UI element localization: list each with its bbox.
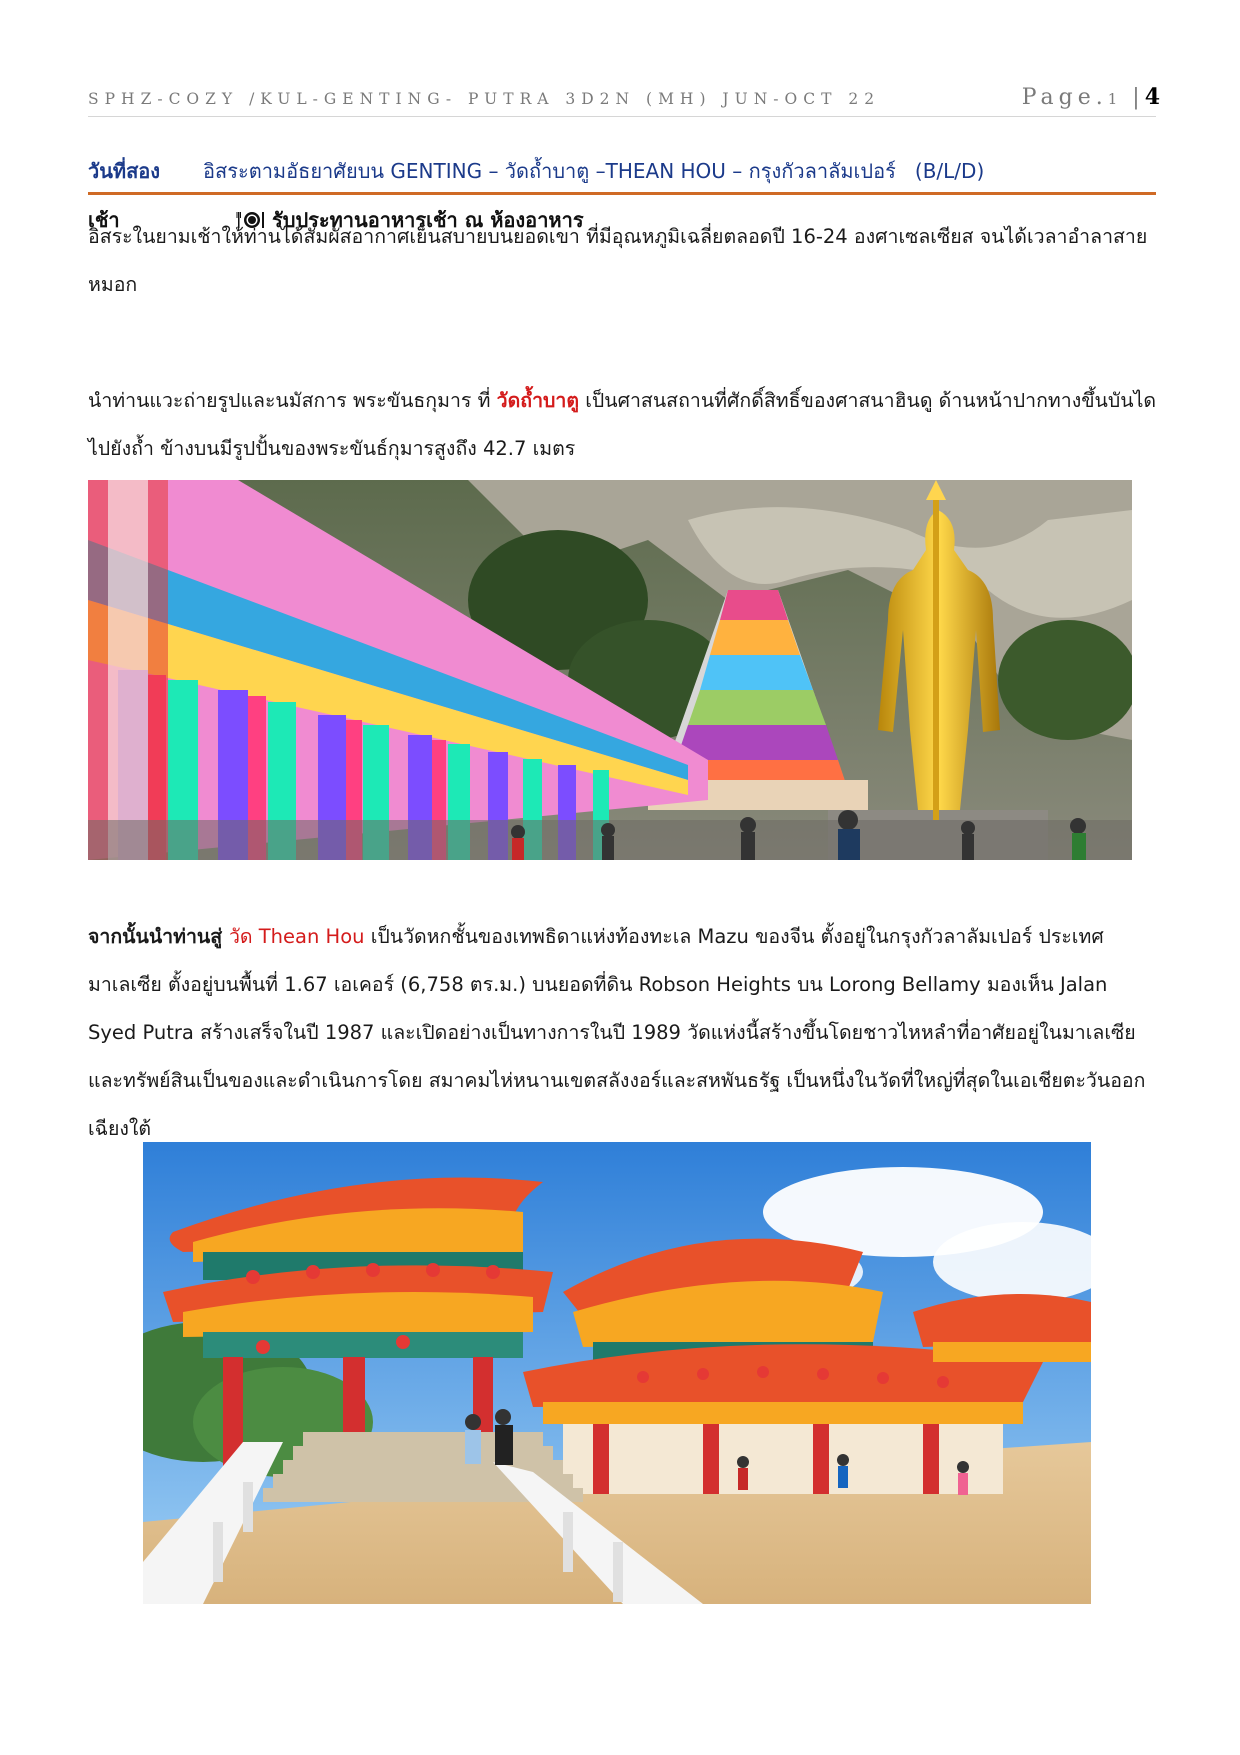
paragraph-batu-caves bbox=[88, 377, 1158, 473]
day-heading bbox=[88, 155, 1156, 187]
thean-hou-temple-photo bbox=[143, 1142, 1091, 1604]
day-heading-rule bbox=[88, 192, 1156, 195]
batu-caves-highlight: วัดถ้ำบาตู bbox=[496, 389, 580, 412]
paragraph-thean-hou bbox=[88, 913, 1158, 1153]
page-prefix: Page. bbox=[1021, 85, 1108, 110]
thean-hou-illustration bbox=[143, 1142, 1091, 1604]
paragraph-free-time: อิสระในยามเช้าให้ท่านได้สัมผัสอากาศเย็นสบายบนยอดเขา ที่มีอุณหภูมิเฉลี่ยตลอดปี 16-24 องศาเซลเซียส จนได้เวลาอำลาสายหมอก bbox=[88, 225, 1148, 296]
batu-description: เป็นศาสนสถานที่ศักดิ์สิทธิ์ของศาสนาฮินดู ด้านหน้าปากทางขึ้นบันไดไปยังถ้ำ ข้างบนมีรูปปั้นของพระขันธ์กุมารสูงถึง 42.7 เมตร bbox=[88, 389, 1157, 460]
header-divider bbox=[88, 116, 1156, 117]
batu-caves-illustration bbox=[88, 480, 1132, 860]
document-code: SPHZ-COZY /KUL-GENTING- PUTRA 3D2N (MH) JUN-OCT 22 bbox=[88, 90, 881, 108]
page-small: 1 bbox=[1107, 90, 1121, 108]
page-number: 4 bbox=[1144, 84, 1160, 110]
meal-time: เช้า bbox=[88, 208, 120, 232]
thean-hou-description: เป็นวัดหกชั้นของเทพธิดาแห่งท้องทะเล Mazu ของจีน ตั้งอยู่ในกรุงกัวลาลัมเปอร์ ประเทศมาเลเซีย ตั้งอยู่บนพื้นที่ 1.67 เอเคอร์ (6,758 ตร.ม.) บนยอดที่ดิน Robson Heights บน Lorong Bellamy มองเห็น Jalan Syed Putra สร้างเสร็จในปี 1987 และเปิดอย่างเป็นทางการในปี 1989 วัดแห่งนี้สร้างขึ้นโดยชาวไหหลำที่อาศัยอยู่ในมาเลเซีย และทรัพย์สินเป็นของและดำเนินการโดย สมาคมไห่หนานเขตสลังงอร์และสหพันธรัฐ เป็นหนึ่งในวัดที่ใหญ่ที่สุดในเอเชียตะวันออกเฉียงใต้ bbox=[88, 925, 1146, 1140]
page-indicator bbox=[1022, 84, 1160, 110]
thean-hou-lead: จากนั้นนำท่านสู่ bbox=[88, 925, 229, 948]
thean-hou-highlight: วัด Thean Hou bbox=[228, 925, 365, 948]
running-header bbox=[88, 84, 1160, 110]
batu-intro: นำท่านแวะถ่ายรูปและนมัสการ พระขันธกุมาร ที่ bbox=[88, 389, 497, 412]
meal-text: รับประทานอาหารเช้า ณ ห้องอาหาร bbox=[272, 208, 584, 232]
batu-caves-photo bbox=[88, 480, 1132, 860]
day-title: อิสระตามอัธยาศัยบน GENTING – วัดถ้ำบาตู –THEAN HOU – กรุงกัวลาลัมเปอร์ (B/L/D) bbox=[203, 159, 985, 183]
day-label: วันที่สอง bbox=[88, 159, 161, 183]
page-separator: | bbox=[1120, 85, 1145, 110]
